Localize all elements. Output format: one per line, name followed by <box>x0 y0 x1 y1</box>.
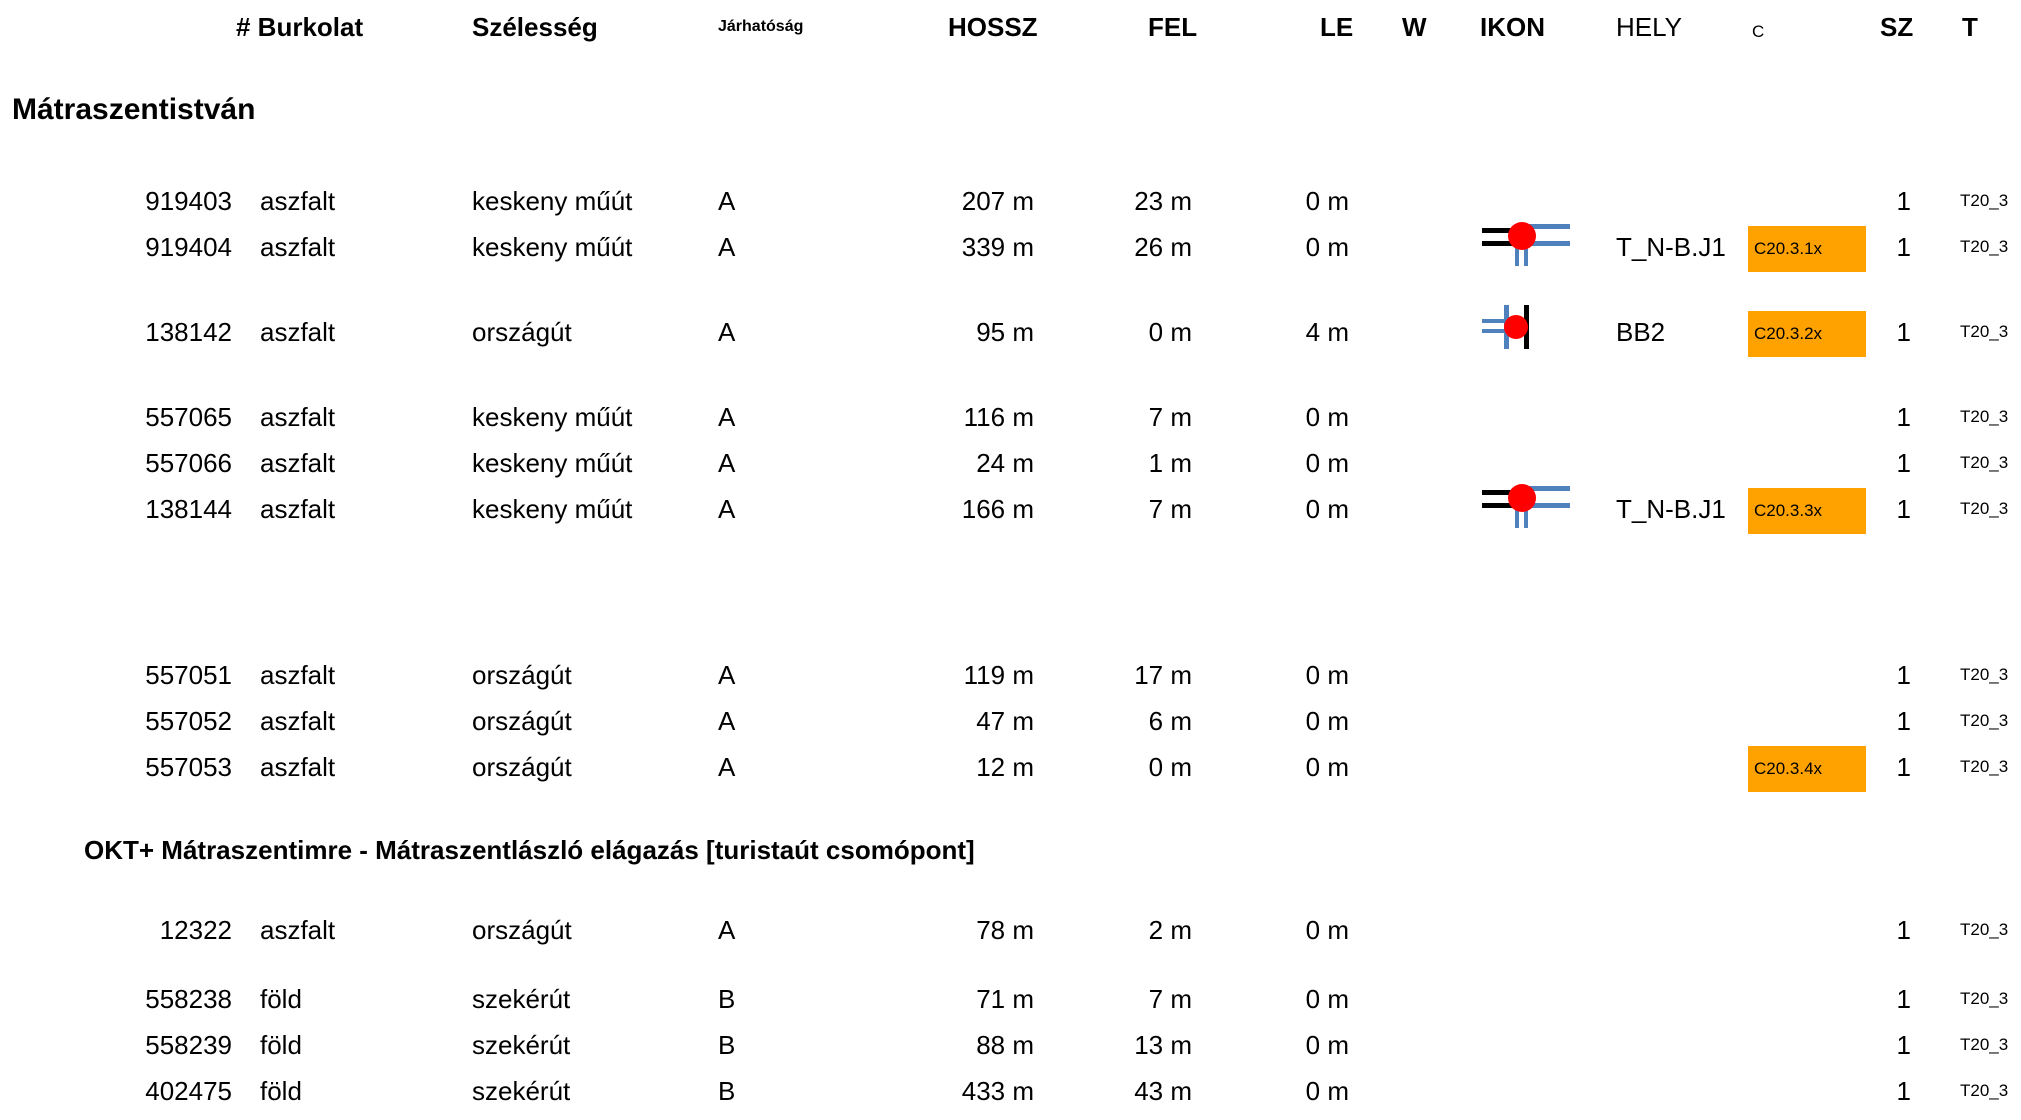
header-w: W <box>1402 12 1427 42</box>
header-jarhatosag: Járhatóság <box>718 18 804 35</box>
row-jarhatosag: A <box>718 915 736 945</box>
row-hossz: 339 m <box>961 232 1034 262</box>
row-le: 0 m <box>1305 1030 1349 1060</box>
section-title: OKT+ Mátraszentimre - Mátraszentlászló elágazás [turistaút csomópont] <box>84 835 975 865</box>
row-szelesseg: keskeny műút <box>472 232 633 262</box>
row-t: T20_3 <box>1960 920 2009 939</box>
row-burkolat: aszfalt <box>260 494 336 524</box>
row-sz: 1 <box>1896 660 1911 690</box>
row-jarhatosag: A <box>718 232 736 262</box>
row-fel: 0 m <box>1148 317 1192 347</box>
row-id: 557065 <box>145 402 232 432</box>
row-fel: 26 m <box>1134 232 1192 262</box>
row-sz: 1 <box>1896 752 1911 782</box>
header-sz: SZ <box>1880 12 1914 42</box>
row-fel: 43 m <box>1134 1076 1192 1106</box>
table-row <box>0 184 2021 218</box>
row-t: T20_3 <box>1960 322 2009 341</box>
row-hossz: 88 m <box>976 1030 1034 1060</box>
row-fel: 7 m <box>1148 402 1192 432</box>
row-le: 0 m <box>1305 232 1349 262</box>
header-hossz: HOSSZ <box>948 12 1038 42</box>
row-jarhatosag: B <box>718 1076 736 1106</box>
row-hossz: 12 m <box>976 752 1034 782</box>
table-row <box>0 492 2021 526</box>
row-hossz: 71 m <box>976 984 1034 1014</box>
row-fel: 1 m <box>1148 448 1192 478</box>
code-badge: C20.3.1x <box>1748 226 1866 272</box>
row-szelesseg: országút <box>472 915 572 945</box>
row-szelesseg: szekérút <box>472 1030 571 1060</box>
row-t: T20_3 <box>1960 1035 2009 1054</box>
table-row <box>0 315 2021 349</box>
header-szelesseg: Szélesség <box>472 12 598 42</box>
row-szelesseg: országút <box>472 706 572 736</box>
row-id: 402475 <box>145 1076 232 1106</box>
row-burkolat: aszfalt <box>260 706 336 736</box>
row-le: 0 m <box>1305 706 1349 736</box>
row-le: 0 m <box>1305 448 1349 478</box>
row-hossz: 95 m <box>976 317 1034 347</box>
row-hossz: 207 m <box>961 186 1034 216</box>
row-fel: 13 m <box>1134 1030 1192 1060</box>
row-sz: 1 <box>1896 1030 1911 1060</box>
row-sz: 1 <box>1896 232 1911 262</box>
header-le: LE <box>1320 12 1354 42</box>
row-hossz: 433 m <box>961 1076 1034 1106</box>
row-szelesseg: keskeny műút <box>472 186 633 216</box>
row-burkolat: aszfalt <box>260 448 336 478</box>
table-row <box>0 704 2021 738</box>
junction-left-icon <box>1482 303 1552 363</box>
header-ikon: IKON <box>1480 12 1545 42</box>
row-hely: T_N-B.J1 <box>1616 494 1726 524</box>
row-szelesseg: szekérút <box>472 984 571 1014</box>
row-t: T20_3 <box>1960 407 2009 426</box>
row-hossz: 47 m <box>976 706 1034 736</box>
row-sz: 1 <box>1896 984 1911 1014</box>
row-id: 138142 <box>145 317 232 347</box>
row-sz: 1 <box>1896 317 1911 347</box>
row-szelesseg: keskeny műút <box>472 494 633 524</box>
row-le: 0 m <box>1305 402 1349 432</box>
row-fel: 6 m <box>1148 706 1192 736</box>
row-fel: 0 m <box>1148 752 1192 782</box>
row-le: 0 m <box>1305 915 1349 945</box>
code-badge: C20.3.4x <box>1748 746 1866 792</box>
row-le: 0 m <box>1305 660 1349 690</box>
row-burkolat: aszfalt <box>260 317 336 347</box>
header-fel: FEL <box>1148 12 1198 42</box>
row-hossz: 166 m <box>961 494 1034 524</box>
row-sz: 1 <box>1896 402 1911 432</box>
row-le: 0 m <box>1305 494 1349 524</box>
row-le: 0 m <box>1305 1076 1349 1106</box>
row-fel: 17 m <box>1134 660 1192 690</box>
row-le: 4 m <box>1305 317 1349 347</box>
table-row <box>0 400 2021 434</box>
code-badge: C20.3.3x <box>1748 488 1866 534</box>
row-fel: 7 m <box>1148 494 1192 524</box>
table-row <box>0 446 2021 480</box>
row-sz: 1 <box>1896 915 1911 945</box>
row-jarhatosag: A <box>718 706 736 736</box>
row-jarhatosag: A <box>718 186 736 216</box>
row-burkolat: aszfalt <box>260 915 336 945</box>
code-badge: C20.3.2x <box>1748 311 1866 357</box>
row-sz: 1 <box>1896 1076 1911 1106</box>
row-burkolat: aszfalt <box>260 232 336 262</box>
row-id: 557053 <box>145 752 232 782</box>
row-t: T20_3 <box>1960 1081 2009 1100</box>
row-jarhatosag: A <box>718 448 736 478</box>
row-t: T20_3 <box>1960 453 2009 472</box>
row-id: 558238 <box>145 984 232 1014</box>
row-t: T20_3 <box>1960 989 2009 1008</box>
row-szelesseg: keskeny műút <box>472 402 633 432</box>
row-burkolat: föld <box>260 1076 302 1106</box>
table-row <box>0 1074 2021 1108</box>
row-id: 557052 <box>145 706 232 736</box>
row-le: 0 m <box>1305 186 1349 216</box>
row-t: T20_3 <box>1960 499 2009 518</box>
row-sz: 1 <box>1896 494 1911 524</box>
row-szelesseg: keskeny műút <box>472 448 633 478</box>
row-id: 919404 <box>145 232 232 262</box>
row-id: 12322 <box>159 915 232 945</box>
header-id-burkolat: # Burkolat <box>236 12 364 42</box>
row-burkolat: föld <box>260 1030 302 1060</box>
row-t: T20_3 <box>1960 191 2009 210</box>
row-szelesseg: országút <box>472 660 572 690</box>
table-row <box>0 913 2021 947</box>
table-row <box>0 982 2021 1016</box>
header-c: C <box>1752 22 1765 41</box>
row-hossz: 78 m <box>976 915 1034 945</box>
row-fel: 2 m <box>1148 915 1192 945</box>
row-t: T20_3 <box>1960 237 2009 256</box>
row-hossz: 24 m <box>976 448 1034 478</box>
row-jarhatosag: A <box>718 660 736 690</box>
row-t: T20_3 <box>1960 665 2009 684</box>
row-jarhatosag: B <box>718 984 736 1014</box>
row-fel: 7 m <box>1148 984 1192 1014</box>
row-t: T20_3 <box>1960 757 2009 776</box>
row-szelesseg: országút <box>472 752 572 782</box>
table-row <box>0 750 2021 784</box>
section-title: Mátraszentistván <box>12 93 256 126</box>
row-szelesseg: szekérút <box>472 1076 571 1106</box>
row-burkolat: aszfalt <box>260 402 336 432</box>
row-sz: 1 <box>1896 706 1911 736</box>
row-burkolat: aszfalt <box>260 752 336 782</box>
row-jarhatosag: B <box>718 1030 736 1060</box>
row-jarhatosag: A <box>718 752 736 782</box>
row-hossz: 119 m <box>963 660 1034 690</box>
header-t: T <box>1962 12 1978 42</box>
row-hely: BB2 <box>1616 317 1666 347</box>
row-burkolat: aszfalt <box>260 186 336 216</box>
row-hossz: 116 m <box>963 402 1034 432</box>
junction-right-icon <box>1482 478 1572 538</box>
row-t: T20_3 <box>1960 711 2009 730</box>
row-le: 0 m <box>1305 984 1349 1014</box>
row-jarhatosag: A <box>718 317 736 347</box>
row-id: 138144 <box>145 494 232 524</box>
row-sz: 1 <box>1896 186 1911 216</box>
row-id: 557066 <box>145 448 232 478</box>
header-hely: HELY <box>1616 12 1682 42</box>
table-row <box>0 1028 2021 1062</box>
junction-right-icon <box>1482 216 1572 276</box>
row-id: 557051 <box>145 660 232 690</box>
row-burkolat: föld <box>260 984 302 1014</box>
row-jarhatosag: A <box>718 402 736 432</box>
row-sz: 1 <box>1896 448 1911 478</box>
row-burkolat: aszfalt <box>260 660 336 690</box>
row-hely: T_N-B.J1 <box>1616 232 1726 262</box>
row-jarhatosag: A <box>718 494 736 524</box>
row-id: 919403 <box>145 186 232 216</box>
row-le: 0 m <box>1305 752 1349 782</box>
table-row <box>0 658 2021 692</box>
table-row <box>0 230 2021 264</box>
row-szelesseg: országút <box>472 317 572 347</box>
row-fel: 23 m <box>1134 186 1192 216</box>
row-id: 558239 <box>145 1030 232 1060</box>
